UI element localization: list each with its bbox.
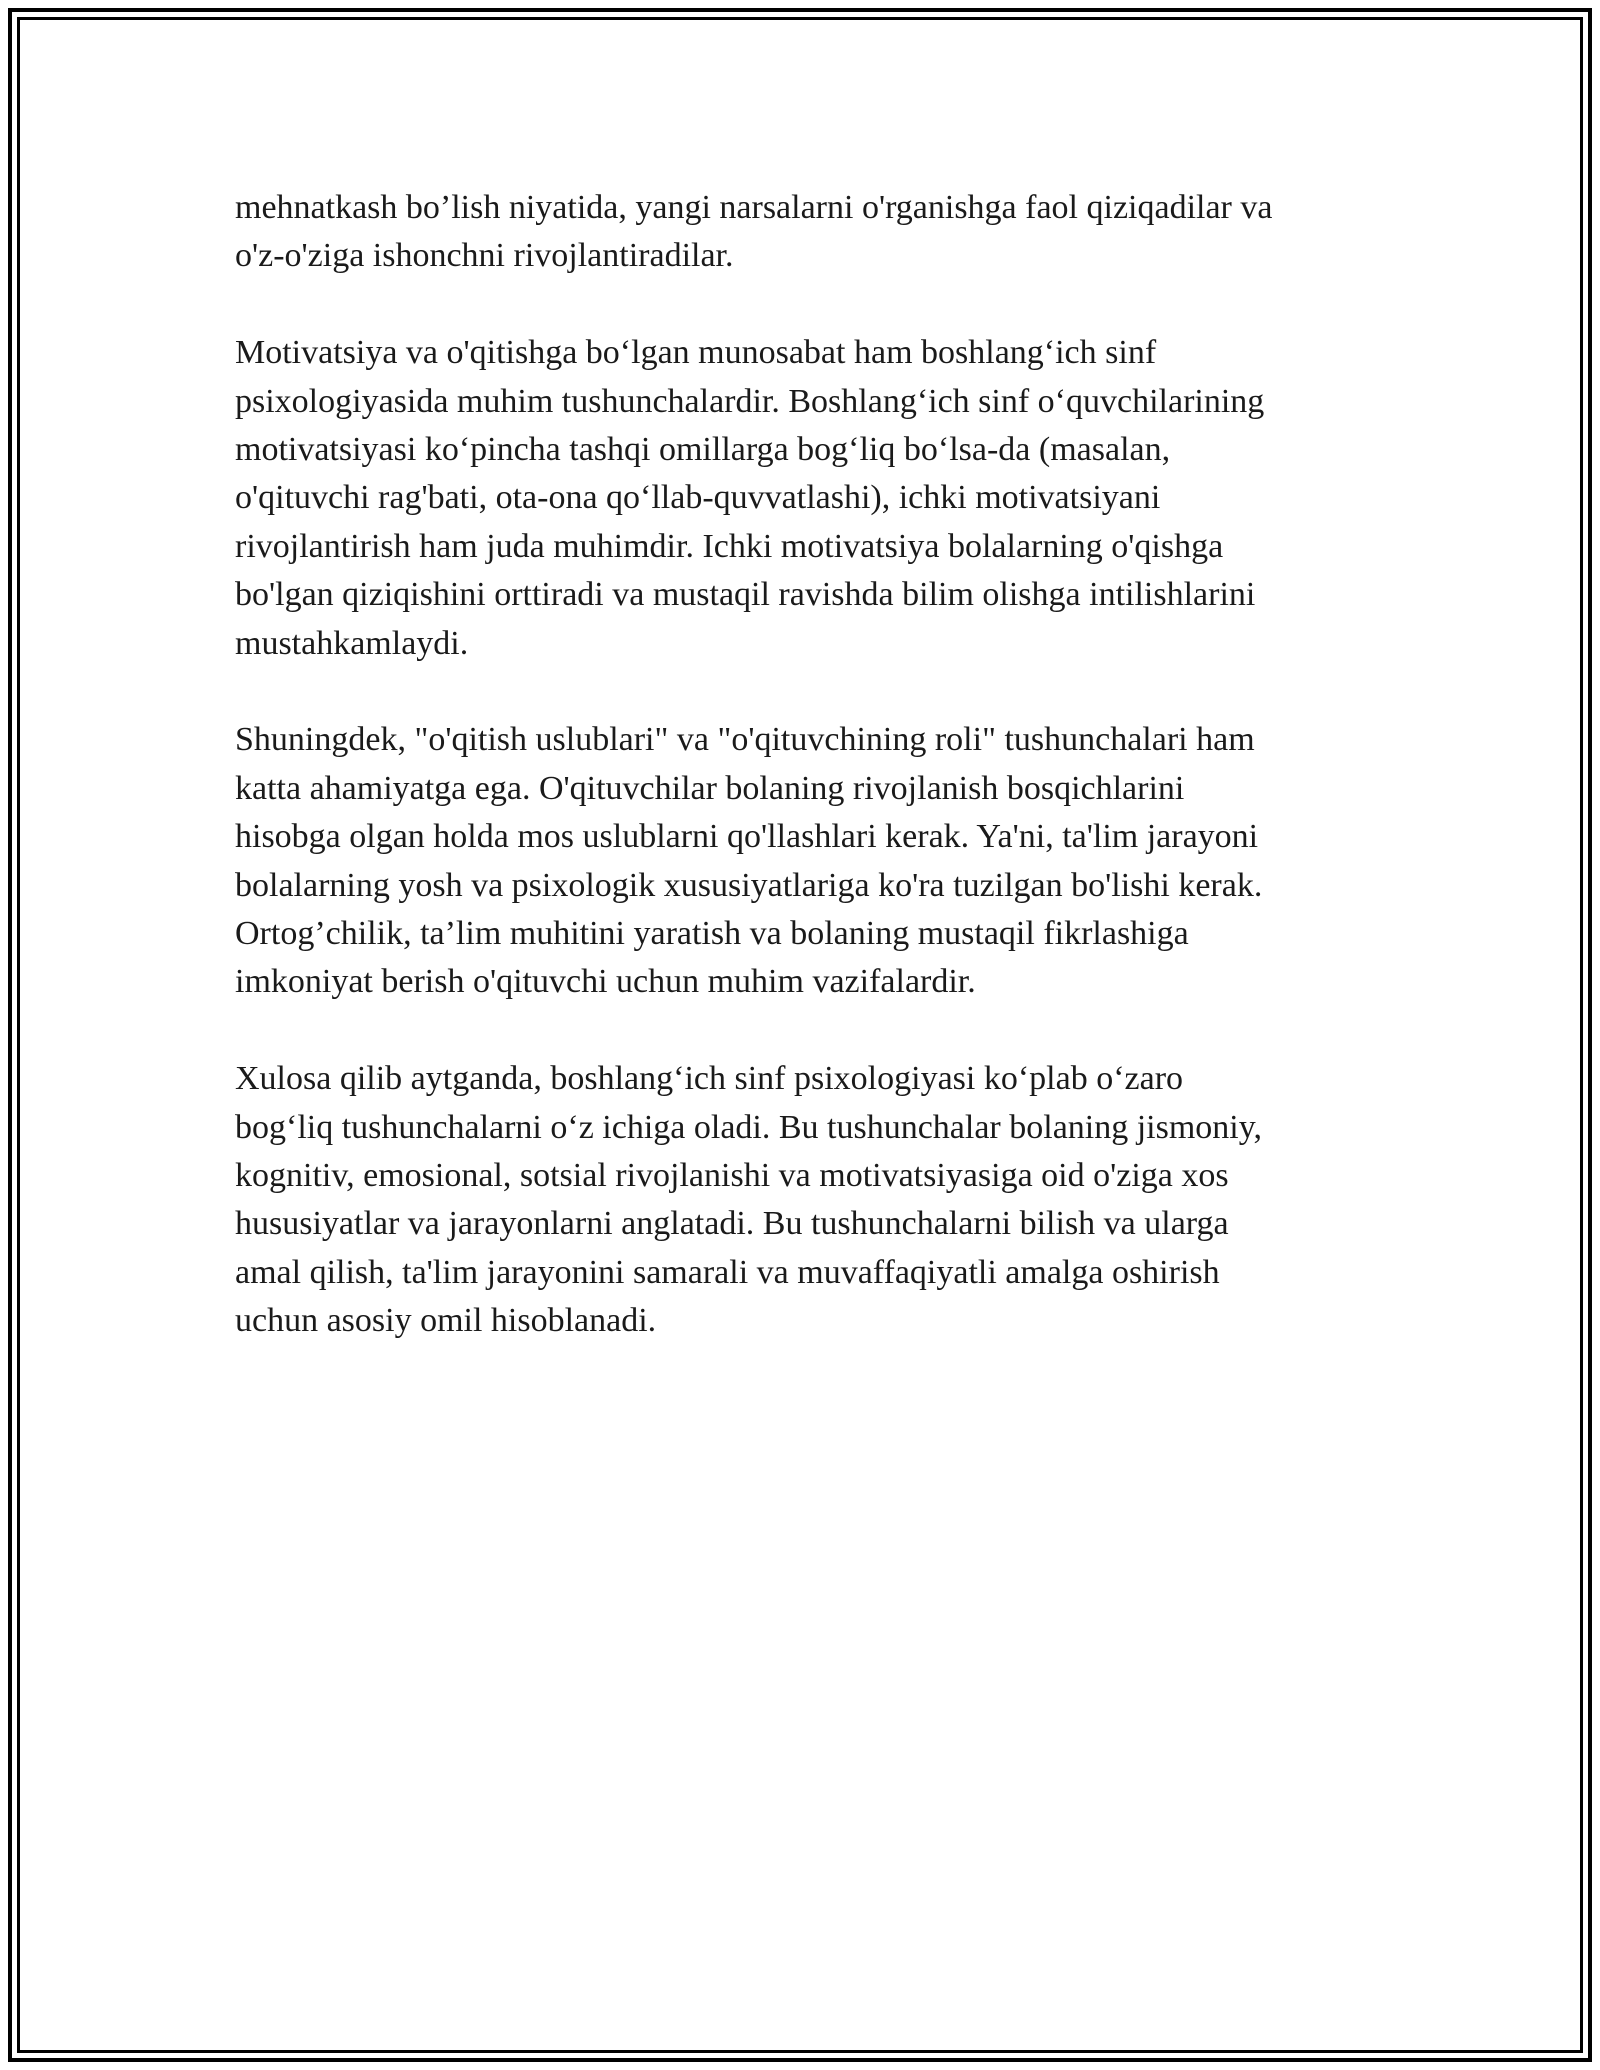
paragraph-4: Xulosa qilib aytganda, boshlang‘ich sinf psixologiyasi ko‘plab o‘zaro bog‘liq tushunchalarni o‘z ichiga oladi. Bu tushunchalar bolaning jismoniy, kognitiv, emosional, sotsial rivojlanishi va motivatsiyasiga oid o'ziga xos hususiyatlar va jarayonlarni anglatadi. Bu tushunchalarni bilish va ularga amal qilish, ta'lim jarayonini samarali va muvaffaqiyatli amalga oshirish uchun asosiy omil hisoblanadi. (235, 1060, 1263, 1340)
paragraph-2: Motivatsiya va o'qitishga bo‘lgan munosabat ham boshlang‘ich sinf psixologiyasida muhim tushunchalardir. Boshlang‘ich sinf o‘quvchilarining motivatsiyasi ko‘pincha tashqi omillarga bog‘liq bo‘lsa-da (masalan, o'qituvchi rag'bati, ota-ona qo‘llab-quvvatlashi), ichki motivatsiyani rivojlantirish ham juda muhimdir. Ichki motivatsiya bolalarning o'qishga bo'lgan qiziqishini orttiradi va mustaqil ravishda bilim olishga intilishlarini mustahkamlaydi. (235, 334, 1265, 662)
paragraph-1: mehnatkash bo’lish niyatida, yangi narsalarni o'rganishga faol qiziqadilar va o'z-o'ziga ishonchni rivojlantiradilar. (235, 189, 1273, 275)
paragraph-3: Shuningdek, "o'qitish uslublari" va "o'qituvchining roli" tushunchalari ham katta ahamiyatga ega. O'qituvchilar bolaning rivojlanish bosqichlarini hisobga olgan holda mos uslublarni qo'llashlari kerak. Ya'ni, ta'lim jarayoni bolalarning yosh va psixologik xususiyatlariga ko'ra tuzilgan bo'lishi kerak. Ortog’chilik, ta’lim muhitini yaratish va bolaning mustaqil fikrlashiga imkoniyat berish o'qituvchi uchun muhim vazifalardir. (235, 721, 1263, 1001)
document-body (235, 184, 1365, 1394)
